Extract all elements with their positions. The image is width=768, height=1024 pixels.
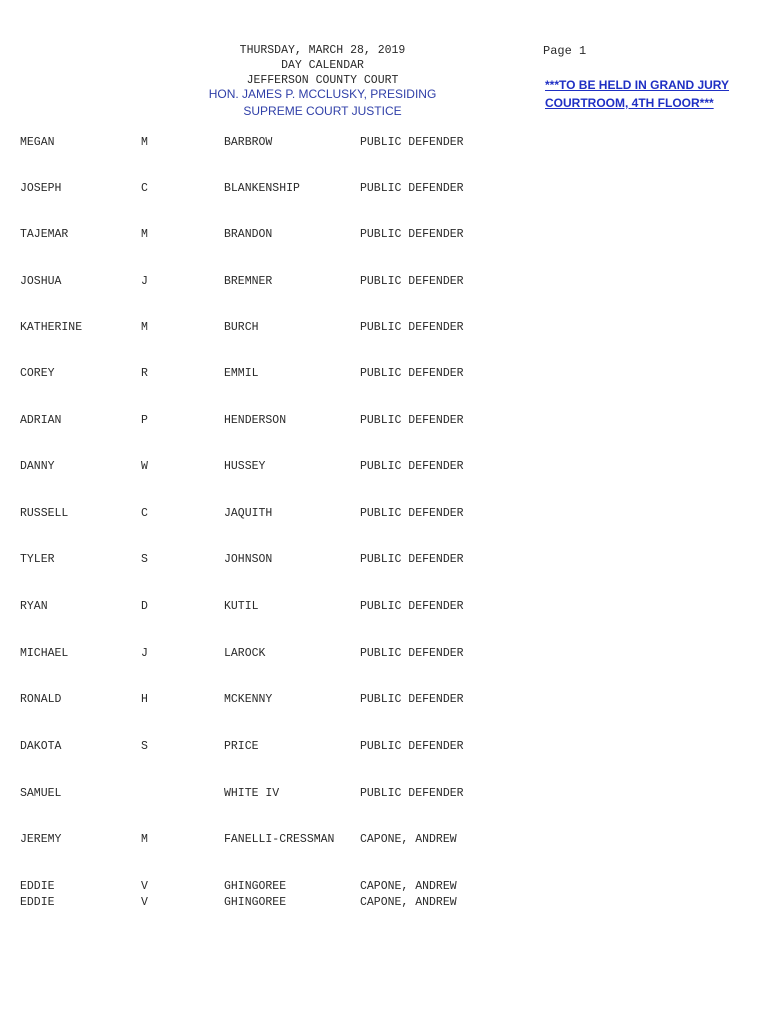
- middle-initial: R: [141, 367, 148, 380]
- first-name: DAKOTA: [20, 740, 62, 753]
- middle-initial: S: [141, 740, 148, 753]
- first-name: COREY: [20, 367, 55, 380]
- attorney: PUBLIC DEFENDER: [360, 787, 464, 800]
- attorney: PUBLIC DEFENDER: [360, 182, 464, 195]
- middle-initial: C: [141, 507, 148, 520]
- attorney: PUBLIC DEFENDER: [360, 275, 464, 288]
- last-name: WHITE IV: [224, 787, 280, 800]
- first-name: TYLER: [20, 553, 55, 566]
- calendar-entry: [0, 553, 520, 567]
- middle-initial: C: [141, 182, 148, 195]
- middle-initial: M: [141, 136, 148, 149]
- attorney: PUBLIC DEFENDER: [360, 460, 464, 473]
- first-name: SAMUEL: [20, 787, 62, 800]
- attorney: PUBLIC DEFENDER: [360, 136, 464, 149]
- calendar-entry: [0, 693, 520, 707]
- last-name: EMMIL: [224, 367, 259, 380]
- attorney: PUBLIC DEFENDER: [360, 507, 464, 520]
- last-name: GHINGOREE: [224, 896, 287, 909]
- last-name: KUTIL: [224, 600, 259, 613]
- first-name: JOSHUA: [20, 275, 62, 288]
- last-name: FANELLI-CRESSMAN: [224, 833, 335, 846]
- attorney: PUBLIC DEFENDER: [360, 228, 464, 241]
- first-name: KATHERINE: [20, 321, 83, 334]
- attorney: PUBLIC DEFENDER: [360, 553, 464, 566]
- calendar-entry: [0, 460, 520, 474]
- last-name: JOHNSON: [224, 553, 273, 566]
- last-name: HENDERSON: [224, 414, 287, 427]
- calendar-entry: [0, 787, 520, 801]
- last-name: JAQUITH: [224, 507, 273, 520]
- attorney: PUBLIC DEFENDER: [360, 367, 464, 380]
- calendar-entry: [0, 647, 520, 661]
- middle-initial: S: [141, 553, 148, 566]
- first-name: TAJEMAR: [20, 228, 69, 241]
- calendar-entry: [0, 275, 520, 289]
- attorney: PUBLIC DEFENDER: [360, 740, 464, 753]
- calendar-entry: [0, 321, 520, 335]
- last-name: BLANKENSHIP: [224, 182, 300, 195]
- calendar-entry: [0, 740, 520, 754]
- date-line: THURSDAY, MARCH 28, 2019: [239, 44, 406, 57]
- middle-initial: P: [141, 414, 148, 427]
- calendar-entry: [0, 136, 520, 150]
- first-name: RONALD: [20, 693, 62, 706]
- middle-initial: H: [141, 693, 148, 706]
- calendar-entry: [0, 182, 520, 196]
- notice-line-1: ***TO BE HELD IN GRAND JURY: [545, 78, 730, 92]
- first-name: EDDIE: [20, 880, 55, 893]
- calendar-type: DAY CALENDAR: [281, 59, 364, 72]
- last-name: HUSSEY: [224, 460, 266, 473]
- calendar-entry: [0, 896, 520, 910]
- first-name: RUSSELL: [20, 507, 69, 520]
- last-name: MCKENNY: [224, 693, 273, 706]
- last-name: BREMNER: [224, 275, 273, 288]
- calendar-entry: [0, 600, 520, 614]
- middle-initial: J: [141, 647, 148, 660]
- last-name: LAROCK: [224, 647, 266, 660]
- calendar-entry: [0, 228, 520, 242]
- attorney: CAPONE, ANDREW: [360, 833, 457, 846]
- first-name: MICHAEL: [20, 647, 69, 660]
- calendar-entry: [0, 880, 520, 894]
- first-name: ADRIAN: [20, 414, 62, 427]
- attorney: PUBLIC DEFENDER: [360, 321, 464, 334]
- calendar-entry: [0, 414, 520, 428]
- last-name: PRICE: [224, 740, 259, 753]
- calendar-entry: [0, 507, 520, 521]
- judge-name: HON. JAMES P. MCCLUSKY, PRESIDING: [208, 87, 437, 101]
- notice-line-2: COURTROOM, 4TH FLOOR***: [545, 96, 714, 110]
- page-number: Page 1: [543, 44, 587, 58]
- first-name: EDDIE: [20, 896, 55, 909]
- last-name: BRANDON: [224, 228, 273, 241]
- attorney: PUBLIC DEFENDER: [360, 414, 464, 427]
- middle-initial: D: [141, 600, 148, 613]
- middle-initial: M: [141, 833, 148, 846]
- court-name: JEFFERSON COUNTY COURT: [246, 74, 399, 87]
- calendar-entry: [0, 367, 520, 381]
- middle-initial: M: [141, 321, 148, 334]
- judge-title: SUPREME COURT JUSTICE: [243, 104, 402, 118]
- attorney: PUBLIC DEFENDER: [360, 647, 464, 660]
- attorney: PUBLIC DEFENDER: [360, 600, 464, 613]
- first-name: JEREMY: [20, 833, 62, 846]
- attorney: CAPONE, ANDREW: [360, 896, 457, 909]
- attorney: PUBLIC DEFENDER: [360, 693, 464, 706]
- last-name: BARBROW: [224, 136, 273, 149]
- first-name: JOSEPH: [20, 182, 62, 195]
- first-name: RYAN: [20, 600, 48, 613]
- middle-initial: V: [141, 896, 148, 909]
- first-name: MEGAN: [20, 136, 55, 149]
- middle-initial: V: [141, 880, 148, 893]
- last-name: GHINGOREE: [224, 880, 287, 893]
- calendar-entry: [0, 833, 520, 847]
- middle-initial: W: [141, 460, 148, 473]
- middle-initial: M: [141, 228, 148, 241]
- last-name: BURCH: [224, 321, 259, 334]
- attorney: CAPONE, ANDREW: [360, 880, 457, 893]
- location-notice: [545, 76, 755, 112]
- first-name: DANNY: [20, 460, 55, 473]
- middle-initial: J: [141, 275, 148, 288]
